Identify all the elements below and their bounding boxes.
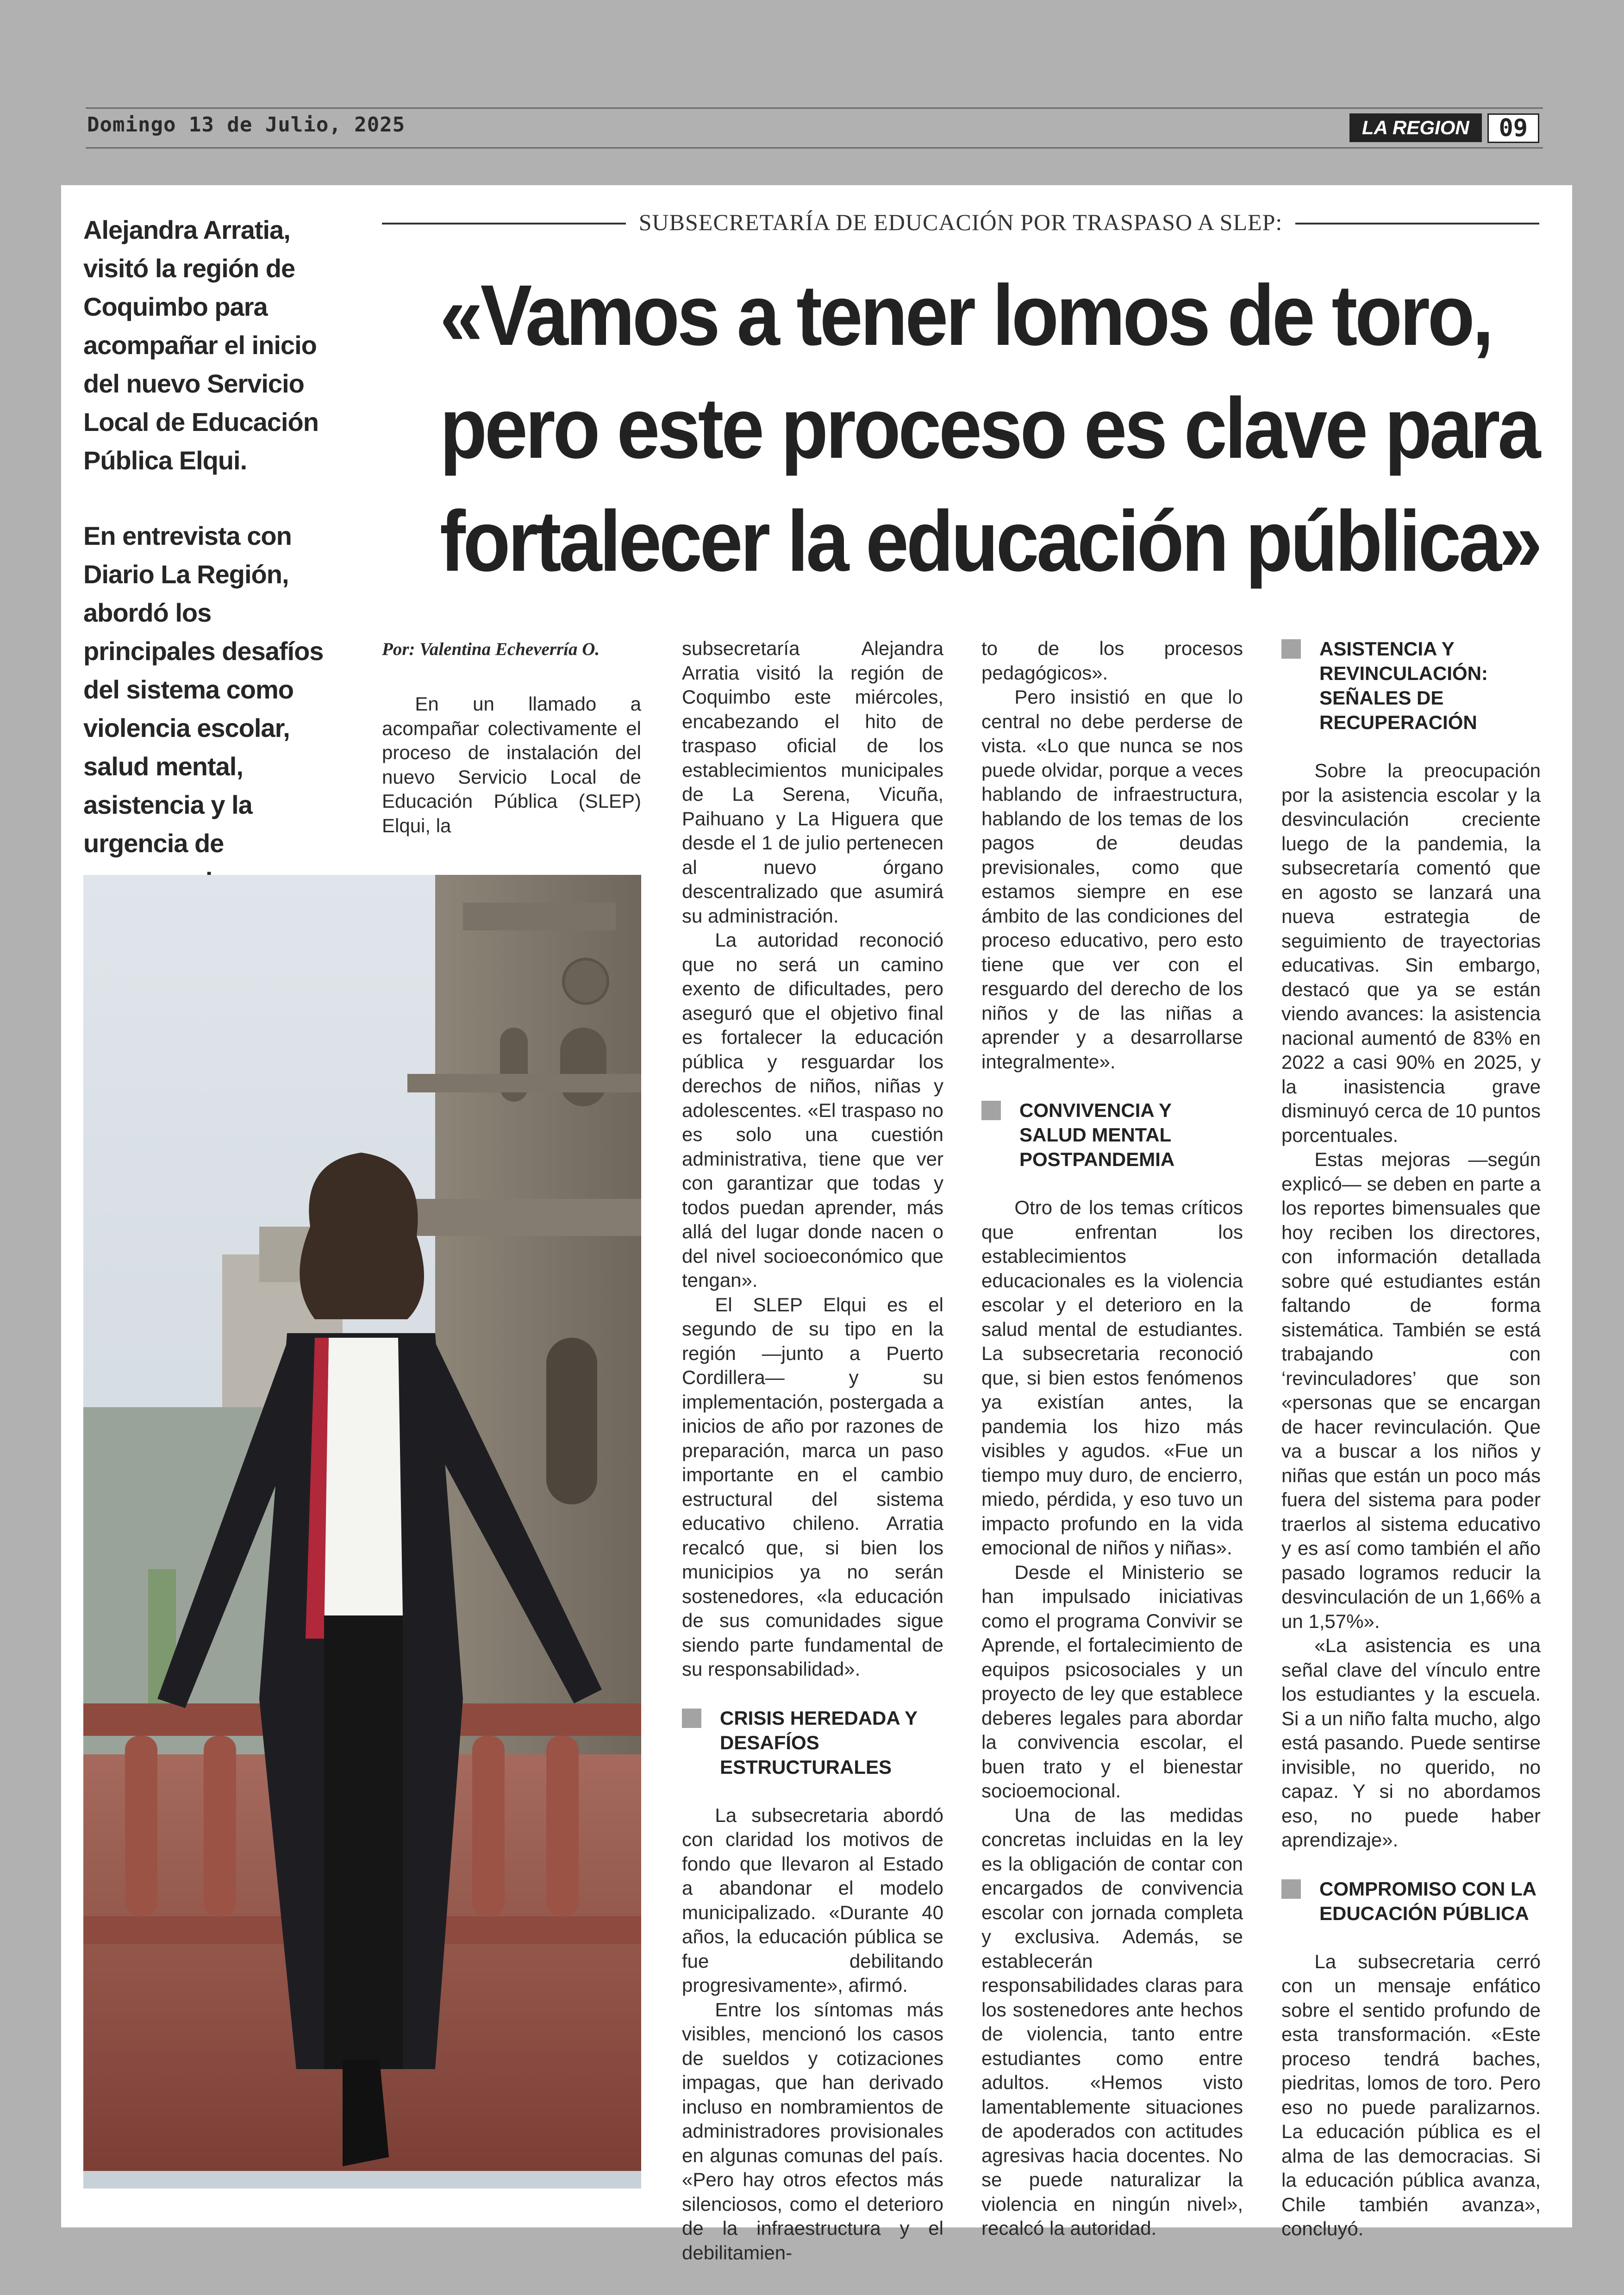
section-square-icon [682, 1709, 701, 1728]
article-column-2 [682, 636, 943, 2265]
section-heading [981, 1098, 1243, 1172]
body-paragraph: La autoridad reconoció que no será un camino exento de dificultades, pero aseguró que el objetivo final es fortalecer la educación pública y resguardar los derechos de niños, niñas y adolescentes. «El traspaso no es solo una cuestión administrativa, tiene que ver con garantizar que todas y todos puedan aprender, más allá del lugar donde nacen o del nivel socioeconómico que tengan». [682, 929, 943, 1291]
body-paragraph: subsecretaría Alejandra Arratia visitó la región de Coquimbo este miércoles, encabezando el hito de traspaso oficial de los establecimientos municipales de La Serena, Vicuña, Paihuano y La Higuera que desde el 1 de julio pertenecen al nuevo órgano descentralizado que asumirá su administración. [682, 637, 943, 927]
header-top-rule [86, 107, 1543, 109]
headline-line: pero este proceso es clave para [440, 380, 1538, 476]
kicker [382, 206, 1539, 238]
article-photo [83, 875, 641, 2189]
body-paragraph: El SLEP Elqui es el segundo de su tipo en la región —junto a Puerto Cordillera— y su implementación, postergada a inicios de año por razones de preparación, marca un paso importante en el cambio estructural del sistema educativo chileno. Arratia recalcó que, si bien los municipios ya no serán sostenedores, «la educación de sus comunidades sigue siendo parte fundamental de su responsabilidad». [682, 1293, 943, 1680]
section-title: ASISTENCIA Y REVINCULACIÓN: SEÑALES DE RECUPERACIÓN [1319, 638, 1488, 733]
lead-paragraph: Alejandra Arratia, visitó la región de Coquimbo para acompañar el inicio del nuevo Servicio Local de Educación Pública Elqui. [83, 215, 319, 475]
section-title: COMPROMISO CON LA EDUCACIÓN PÚBLICA [1319, 1877, 1536, 1924]
body-paragraph: En un llamado a acompañar colectivamente el proceso de instalación del nuevo Servicio Local de Educación Pública (SLEP) Elqui, la [382, 693, 641, 836]
section-title: CONVIVENCIA Y SALUD MENTAL POSTPANDEMIA [1019, 1099, 1175, 1170]
section-heading [1281, 636, 1541, 735]
section-heading [1281, 1877, 1541, 1926]
article-lead [83, 211, 343, 978]
body-paragraph: Una de las medidas concretas incluidas en la ley es la obligación de contar con encargados de convivencia escolar con jornada completa y exclusiva. Además, se establecerán responsabilidades claras para los sostenedores ante hechos de violencia, tanto entre estudiantes como entre adultos. «Hemos visto lamentablemente situaciones de apoderados con actitudes agresivas hacia docentes. No se puede naturalizar la violencia en ningún nivel», recalcó la autoridad. [981, 1804, 1243, 2239]
photo-illustration [83, 875, 641, 2189]
body-paragraph: La subsecretaria cerró con un mensaje enfático sobre el sentido profundo de esta transformación. «Este proceso tendrá baches, piedritas, lomos de toro. Pero eso no puede paralizarnos. La educación pública es el alma de las democracias. Si la educación pública avanza, Chile también avanza», concluyó. [1281, 1950, 1541, 2239]
body-paragraph: Pero insistió en que lo central no debe perderse de vista. «Lo que nunca se nos puede olvidar, porque a veces hablando de infraestructura, hablando de los temas de los pagos de deudas previsionales, como que estamos siempre en ese ámbito de las condiciones del proceso educativo, pero esto tiene que ver con el resguardo del derecho de los niños y de las niñas a aprender y a desarrollarse integralmente». [981, 686, 1243, 1073]
newspaper-logo: LA REGION [1349, 113, 1482, 142]
section-square-icon [1281, 1879, 1301, 1899]
body-paragraph: Sobre la preocupación por la asistencia escolar y la desvinculación creciente luego de la pandemia, la subsecretaría comentó que en agosto se lanzará una nueva estrategia de seguimiento de trayectorias educativas. Sin embargo, destacó que ya se están viendo avances: la asistencia nacional aumentó de 83% en 2022 a casi 90% en 2025, y la inasistencia grave disminuyó cerca de 10 puntos porcentuales. [1281, 760, 1541, 1146]
headline-line: «Vamos a tener lomos de toro, [440, 268, 1492, 363]
body-paragraph: Otro de los temas críticos que enfrentan los establecimientos educacionales es la violencia escolar y el deterioro en la salud mental de estudiantes. La subsecretaria reconoció que, si bien estos fenómenos ya existían antes, la pandemia los hizo más visibles y agudos. «Fue un tiempo muy duro, de encierro, miedo, pérdida, y eso tuvo un impacto profundo en la vida emocional de niños y niñas». [981, 1197, 1243, 1559]
kicker-text: SUBSECRETARÍA DE EDUCACIÓN POR TRASPASO A SLEP: [626, 209, 1296, 235]
body-paragraph: «La asistencia es una señal clave del vínculo entre los estudiantes y la escuela. Si a un niño falta mucho, algo está pasando. Puede sentirse invisible, no querido, no capaz. Y si no abordamos eso, no puede haber aprendizaje». [1281, 1634, 1541, 1851]
section-square-icon [1281, 639, 1301, 659]
body-paragraph: La subsecretaria abordó con claridad los motivos de fondo que llevaron al Estado a abandonar el modelo municipalizado. «Durante 40 años, la educación pública se fue debilitando progresivamente», afirmó. [682, 1804, 943, 1996]
header-bottom-rule [86, 147, 1543, 149]
body-paragraph: Entre los síntomas más visibles, mencionó los casos de sueldos y cotizaciones impagas, que han derivado incluso en nombramientos de administradores provisionales en algunas comunas del país. «Pero hay otros efectos más silenciosos, como el deterioro de la infraestructura y el debilitamien- [682, 1998, 943, 2264]
headline-line: fortalecer la educación pública» [440, 493, 1540, 589]
section-title: CRISIS HEREDADA Y DESAFÍOS ESTRUCTURALES [720, 1707, 918, 1778]
headline [440, 259, 1540, 598]
masthead [1349, 113, 1539, 142]
section-square-icon [981, 1101, 1001, 1120]
body-paragraph: Desde el Ministerio se han impulsado iniciativas como el programa Convivir se Aprende, el fortalecimiento de equipos psicosociales y un proyecto de ley que establece deberes legales para abordar la convivencia escolar, el buen trato y el bienestar socioemocional. [981, 1561, 1243, 1802]
page-number: 09 [1487, 113, 1539, 143]
article-column-1 [382, 692, 641, 838]
header-date: Domingo 13 de Julio, 2025 [87, 113, 406, 137]
article-column-3 [981, 636, 1243, 2241]
lead-paragraph: En entrevista con Diario La Región, abordó los principales desafíos del sistema como violencia escolar, salud mental, asistencia y la urgencia de [83, 521, 324, 858]
body-paragraph: to de los procesos pedagógicos». [981, 637, 1243, 684]
article-column-4 [1281, 636, 1541, 2241]
byline: Por: Valentina Echeverría O. [382, 639, 600, 659]
section-heading [682, 1706, 943, 1779]
body-paragraph: Estas mejoras —según explicó— se deben en parte a los reportes bimensuales que hoy reciben los directores, con información detallada sobre qué estudiantes están faltando de forma sistemática. También se está trabajando con ‘revinculadores’ que son «personas que se encargan de hacer revinculación. Que va a buscar a los niños y niñas que están un poco más fuera del sistema para poder traerlos al sistema educativo y es así como también el año pasado logramos reducir la desvinculación de un 1,66% a un 1,57%». [1281, 1148, 1541, 1632]
